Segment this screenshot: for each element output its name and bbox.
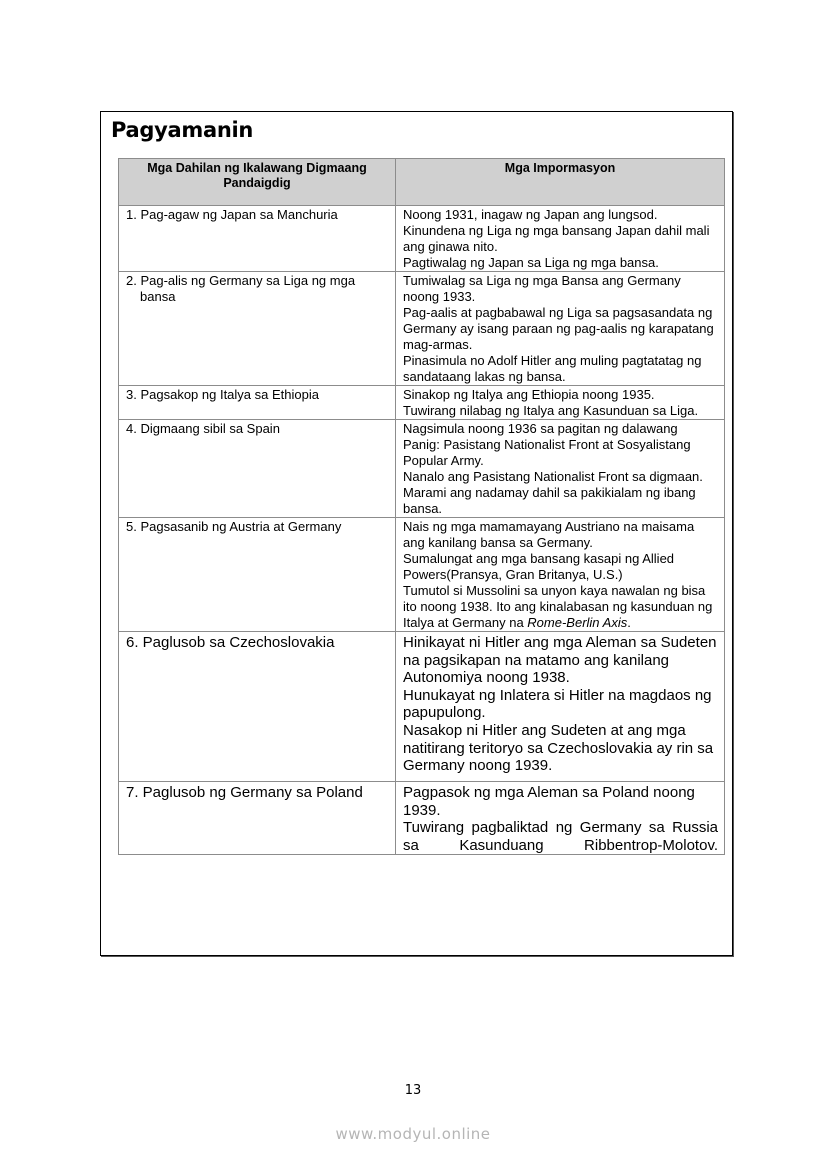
table-row xyxy=(119,272,725,386)
info-line: Sumalungat ang mga bansang kasapi ng Allied Powers(Pransya, Gran Britanya, U.S.) xyxy=(403,551,675,582)
cause-cell: 4. Digmaang sibil sa Spain xyxy=(119,420,396,518)
info-cell xyxy=(396,386,725,420)
cause-cell: 5. Pagsasanib ng Austria at Germany xyxy=(119,518,396,632)
info-line: Hinikayat ni Hitler ang mga Aleman sa Sudeten na pagsikapan na matamo ang kanilang Autonomiya noong 1938. xyxy=(403,634,717,687)
cause-cell: 2. Pag-alis ng Germany sa Liga ng mga bansa xyxy=(119,272,396,386)
info-line: Tuwirang nilabag ng Italya ang Kasunduan sa Liga. xyxy=(403,403,699,418)
info-line: Nasakop ni Hitler ang Sudeten at ang mga natitirang teritoryo sa Czechoslovakia ay rin sa Germany noong 1939. xyxy=(403,721,714,775)
table-row xyxy=(119,420,725,518)
info-line: Tuwirang pagbaliktad ng Germany sa Russia sa Kasunduang Ribbentrop-Molotov. xyxy=(403,819,718,854)
info-line: Pinasimula no Adolf Hitler ang muling pagtatatag ng sandataang lakas ng bansa. xyxy=(403,353,702,384)
watermark: www.modyul.online xyxy=(335,1125,491,1143)
section-title: Pagyamanin xyxy=(111,118,254,142)
cause-cell: 3. Pagsakop ng Italya sa Ethiopia xyxy=(119,386,396,420)
info-cell xyxy=(396,518,725,632)
cause-cell: 7. Paglusob ng Germany sa Poland xyxy=(119,782,396,855)
info-line: Nanalo ang Pasistang Nationalist Front sa digmaan. xyxy=(403,469,703,484)
info-line: Tumutol si Mussolini sa unyon kaya nawalan ng bisa ito noong 1938. Ito ang kinalabasan ng kasunduan ng Italya at Germany na Rome-Berlin Axis. xyxy=(403,583,713,630)
table-header-row xyxy=(119,159,725,206)
cause-cell: 1. Pag-agaw ng Japan sa Manchuria xyxy=(119,206,396,272)
header-information: Mga Impormasyon xyxy=(396,159,725,206)
info-line: Nagsimula noong 1936 sa pagitan ng dalawang Panig: Pasistang Nationalist Front at Sosyalistang Popular Army. xyxy=(403,421,691,468)
page-number: 13 xyxy=(404,1083,422,1098)
info-line: Marami ang nadamay dahil sa pakikialam ng ibang bansa. xyxy=(403,485,696,516)
info-line: Pagpasok ng mga Aleman sa Poland noong 1939. xyxy=(403,784,695,819)
info-line: Pag-aalis at pagbabawal ng Liga sa pagsasandata ng Germany ay isang paraan ng pag-aalis ng karapatang mag-armas. xyxy=(403,305,714,352)
info-line: Tumiwalag sa Liga ng mga Bansa ang Germany noong 1933. xyxy=(403,273,681,304)
info-line: Noong 1931, inagaw ng Japan ang lungsod. xyxy=(403,207,658,222)
table-row xyxy=(119,386,725,420)
info-cell xyxy=(396,632,725,782)
info-line: Sinakop ng Italya ang Ethiopia noong 1935. xyxy=(403,387,655,402)
info-cell xyxy=(396,420,725,518)
causes-table xyxy=(118,158,725,855)
table-row xyxy=(119,782,725,855)
header-causes: Mga Dahilan ng Ikalawang Digmaang Pandaigdig xyxy=(119,159,396,206)
info-line: Kinundena ng Liga ng mga bansang Japan dahil mali ang ginawa nito. xyxy=(403,223,710,254)
table-row xyxy=(119,206,725,272)
table-row xyxy=(119,632,725,782)
info-line: Pagtiwalag ng Japan sa Liga ng mga bansa. xyxy=(403,255,659,270)
info-cell xyxy=(396,206,725,272)
info-cell xyxy=(396,272,725,386)
info-line: Nais ng mga mamamayang Austriano na maisama ang kanilang bansa sa Germany. xyxy=(403,519,695,550)
info-line: Hunukayat ng Inlatera si Hitler na magdaos ng papupulong. xyxy=(403,686,712,722)
info-cell xyxy=(396,782,725,855)
table-row xyxy=(119,518,725,632)
cause-cell: 6. Paglusob sa Czechoslovakia xyxy=(119,632,396,782)
italic-term: Rome-Berlin Axis xyxy=(527,615,628,630)
